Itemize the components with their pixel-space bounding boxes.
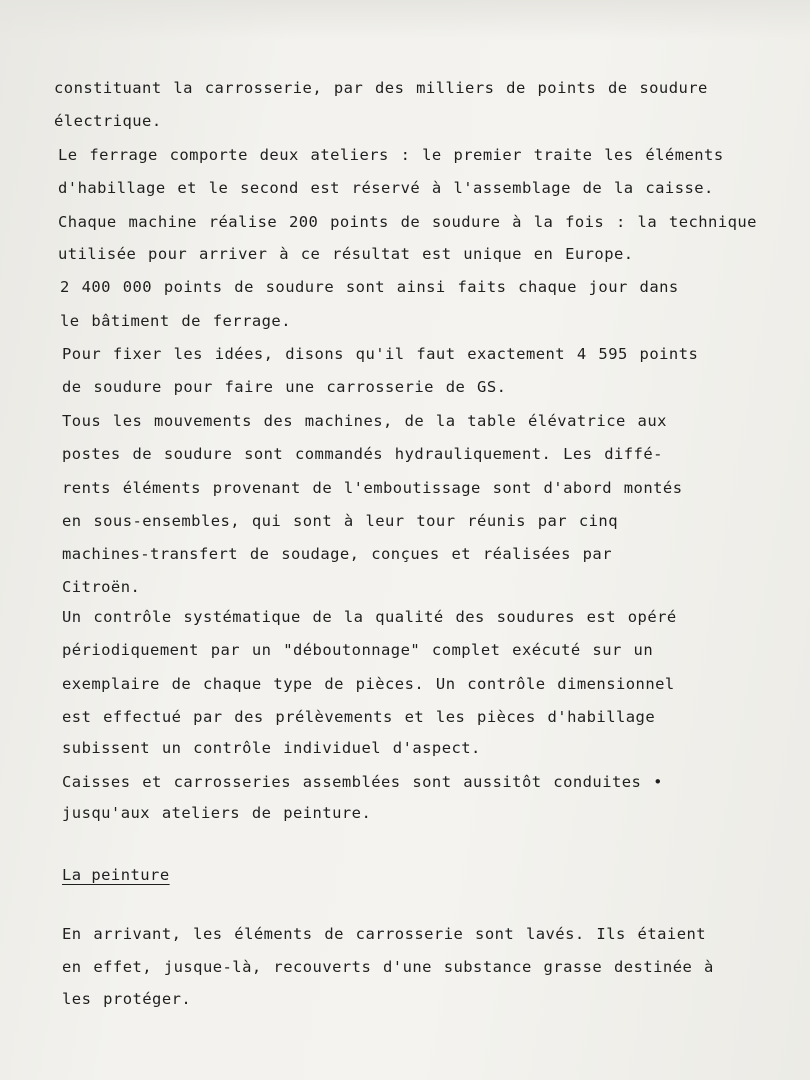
text-line: le bâtiment de ferrage. [60, 312, 291, 330]
text-line: utilisée pour arriver à ce résultat est unique en Europe. [58, 245, 634, 263]
text-line: subissent un contrôle individuel d'aspect. [62, 739, 481, 757]
text-line: d'habillage et le second est réservé à l'assemblage de la caisse. [58, 179, 714, 197]
text-line: machines-transfert de soudage, conçues et réalisées par [62, 545, 612, 563]
text-line: rents éléments provenant de l'emboutissage sont d'abord montés [62, 479, 683, 497]
text-line: en sous-ensembles, qui sont à leur tour réunis par cinq [62, 512, 618, 530]
text-line: Citroën. [62, 578, 141, 596]
text-line: est effectué par des prélèvements et les pièces d'habillage [62, 708, 656, 726]
text-line: jusqu'aux ateliers de peinture. [62, 804, 372, 822]
text-line: Tous les mouvements des machines, de la table élévatrice aux [62, 412, 667, 430]
text-line: 2 400 000 points de soudure sont ainsi faits chaque jour dans [60, 278, 679, 296]
text-line: Caisses et carrosseries assemblées sont aussitôt conduites • [62, 773, 663, 791]
text-line: en effet, jusque-là, recouverts d'une substance grasse destinée à [62, 958, 714, 976]
text-line: électrique. [54, 112, 162, 130]
section-heading: La peinture [62, 866, 170, 884]
text-line: périodiquement par un "déboutonnage" complet exécuté sur un [62, 641, 654, 659]
text-line: Chaque machine réalise 200 points de soudure à la fois : la technique [58, 213, 757, 231]
text-line: les protéger. [62, 990, 192, 1008]
text-line: constituant la carrosserie, par des milliers de points de soudure [54, 79, 708, 97]
text-line: postes de soudure sont commandés hydrauliquement. Les diffé- [62, 445, 663, 463]
text-line: Un contrôle systématique de la qualité des soudures est opéré [62, 608, 677, 626]
text-line: de soudure pour faire une carrosserie de GS. [62, 378, 507, 396]
text-line: exemplaire de chaque type de pièces. Un contrôle dimensionnel [62, 675, 675, 693]
text-line: Pour fixer les idées, disons qu'il faut exactement 4 595 points [62, 345, 699, 363]
page-shadow [0, 0, 810, 40]
text-line: En arrivant, les éléments de carrosserie sont lavés. Ils étaient [62, 925, 707, 943]
text-line: Le ferrage comporte deux ateliers : le premier traite les éléments [58, 146, 724, 164]
